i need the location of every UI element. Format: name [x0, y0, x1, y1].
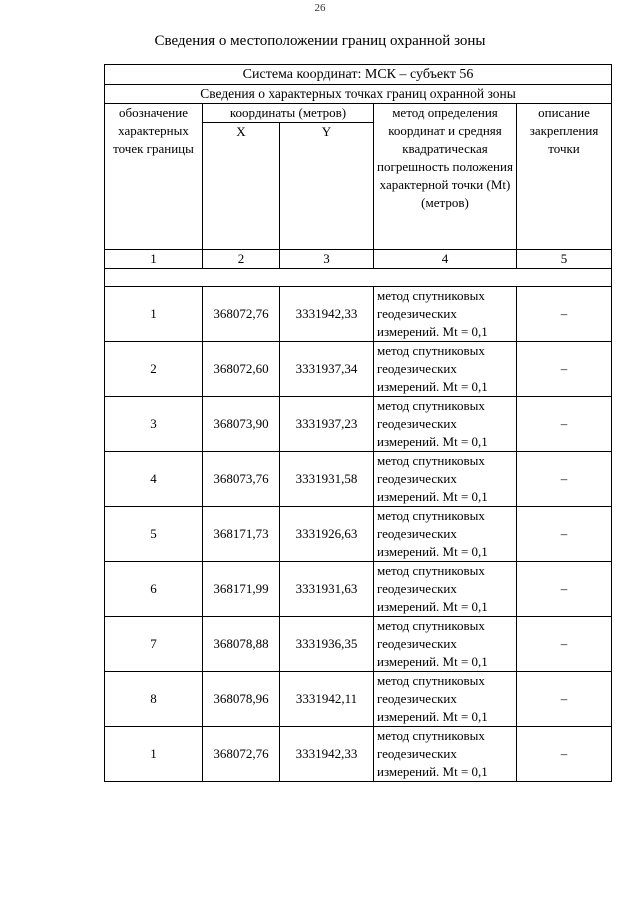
header-point	[105, 104, 203, 250]
description-cell: –	[517, 452, 612, 507]
y-coordinate-cell: 3331936,35	[280, 617, 374, 672]
column-number: 3	[280, 250, 374, 269]
point-cell: 1	[105, 287, 203, 342]
header-row	[105, 104, 612, 123]
x-coordinate-cell: 368072,76	[203, 727, 280, 782]
blank-row	[105, 269, 612, 287]
y-coordinate-cell: 3331942,33	[280, 727, 374, 782]
x-coordinate-cell: 368171,99	[203, 562, 280, 617]
method-cell: метод спутниковых геодезических измерений. Mt = 0,1	[374, 397, 517, 452]
y-coordinate-cell: 3331931,58	[280, 452, 374, 507]
table-body	[105, 287, 612, 782]
method-cell: метод спутниковых геодезических измерений. Mt = 0,1	[374, 617, 517, 672]
method-cell: метод спутниковых геодезических измерений. Mt = 0,1	[374, 342, 517, 397]
description-cell: –	[517, 397, 612, 452]
table-row	[105, 727, 612, 782]
header-description-text: описание закрепления точки	[529, 105, 599, 156]
description-cell: –	[517, 727, 612, 782]
column-number: 2	[203, 250, 280, 269]
description-cell: –	[517, 672, 612, 727]
x-coordinate-cell: 368072,76	[203, 287, 280, 342]
table-row	[105, 617, 612, 672]
table-row	[105, 342, 612, 397]
method-cell: метод спутниковых геодезических измерений. Mt = 0,1	[374, 507, 517, 562]
table-row	[105, 452, 612, 507]
table-row	[105, 562, 612, 617]
header-method	[374, 104, 517, 250]
point-cell: 8	[105, 672, 203, 727]
x-coordinate-cell: 368078,88	[203, 617, 280, 672]
method-cell: метод спутниковых геодезических измерений. Mt = 0,1	[374, 562, 517, 617]
point-cell: 6	[105, 562, 203, 617]
header-method-text: метод определения координат и средняя квадратическая погрешность положения характерной точки (Mt) (метров)	[377, 105, 513, 210]
x-coordinate-cell: 368073,90	[203, 397, 280, 452]
description-cell: –	[517, 342, 612, 397]
method-cell: метод спутниковых геодезических измерений. Mt = 0,1	[374, 287, 517, 342]
column-number: 4	[374, 250, 517, 269]
section-title-row	[105, 85, 612, 104]
coord-system-cell: Система координат: МСК – субъект 56	[105, 65, 612, 85]
table-row	[105, 287, 612, 342]
header-coords: координаты (метров)	[203, 104, 374, 123]
y-coordinate-cell: 3331937,23	[280, 397, 374, 452]
description-cell: –	[517, 617, 612, 672]
boundary-points-table	[104, 64, 612, 782]
method-cell: метод спутниковых геодезических измерений. Mt = 0,1	[374, 672, 517, 727]
x-coordinate-cell: 368072,60	[203, 342, 280, 397]
y-coordinate-cell: 3331942,33	[280, 287, 374, 342]
column-number-row	[105, 250, 612, 269]
x-coordinate-cell: 368078,96	[203, 672, 280, 727]
method-cell: метод спутниковых геодезических измерений. Mt = 0,1	[374, 727, 517, 782]
table-row	[105, 672, 612, 727]
header-description	[517, 104, 612, 250]
point-cell: 4	[105, 452, 203, 507]
document-title: Сведения о местоположении границ охранной зоны	[154, 33, 486, 49]
x-coordinate-cell: 368073,76	[203, 452, 280, 507]
point-cell: 7	[105, 617, 203, 672]
header-y: Y	[280, 123, 374, 250]
header-point-text: обозначение характерных точек границы	[113, 105, 194, 156]
blank-cell	[105, 269, 612, 287]
header-x: X	[203, 123, 280, 250]
method-cell: метод спутниковых геодезических измерений. Mt = 0,1	[374, 452, 517, 507]
description-cell: –	[517, 287, 612, 342]
y-coordinate-cell: 3331937,34	[280, 342, 374, 397]
column-number: 1	[105, 250, 203, 269]
section-title-cell: Сведения о характерных точках границ охранной зоны	[105, 85, 612, 104]
column-number: 5	[517, 250, 612, 269]
description-cell: –	[517, 562, 612, 617]
y-coordinate-cell: 3331931,63	[280, 562, 374, 617]
table-row	[105, 507, 612, 562]
point-cell: 5	[105, 507, 203, 562]
point-cell: 2	[105, 342, 203, 397]
page-number: 26	[314, 2, 326, 14]
x-coordinate-cell: 368171,73	[203, 507, 280, 562]
description-cell: –	[517, 507, 612, 562]
point-cell: 3	[105, 397, 203, 452]
coord-system-row	[105, 65, 612, 85]
point-cell: 1	[105, 727, 203, 782]
y-coordinate-cell: 3331926,63	[280, 507, 374, 562]
table-row	[105, 397, 612, 452]
y-coordinate-cell: 3331942,11	[280, 672, 374, 727]
